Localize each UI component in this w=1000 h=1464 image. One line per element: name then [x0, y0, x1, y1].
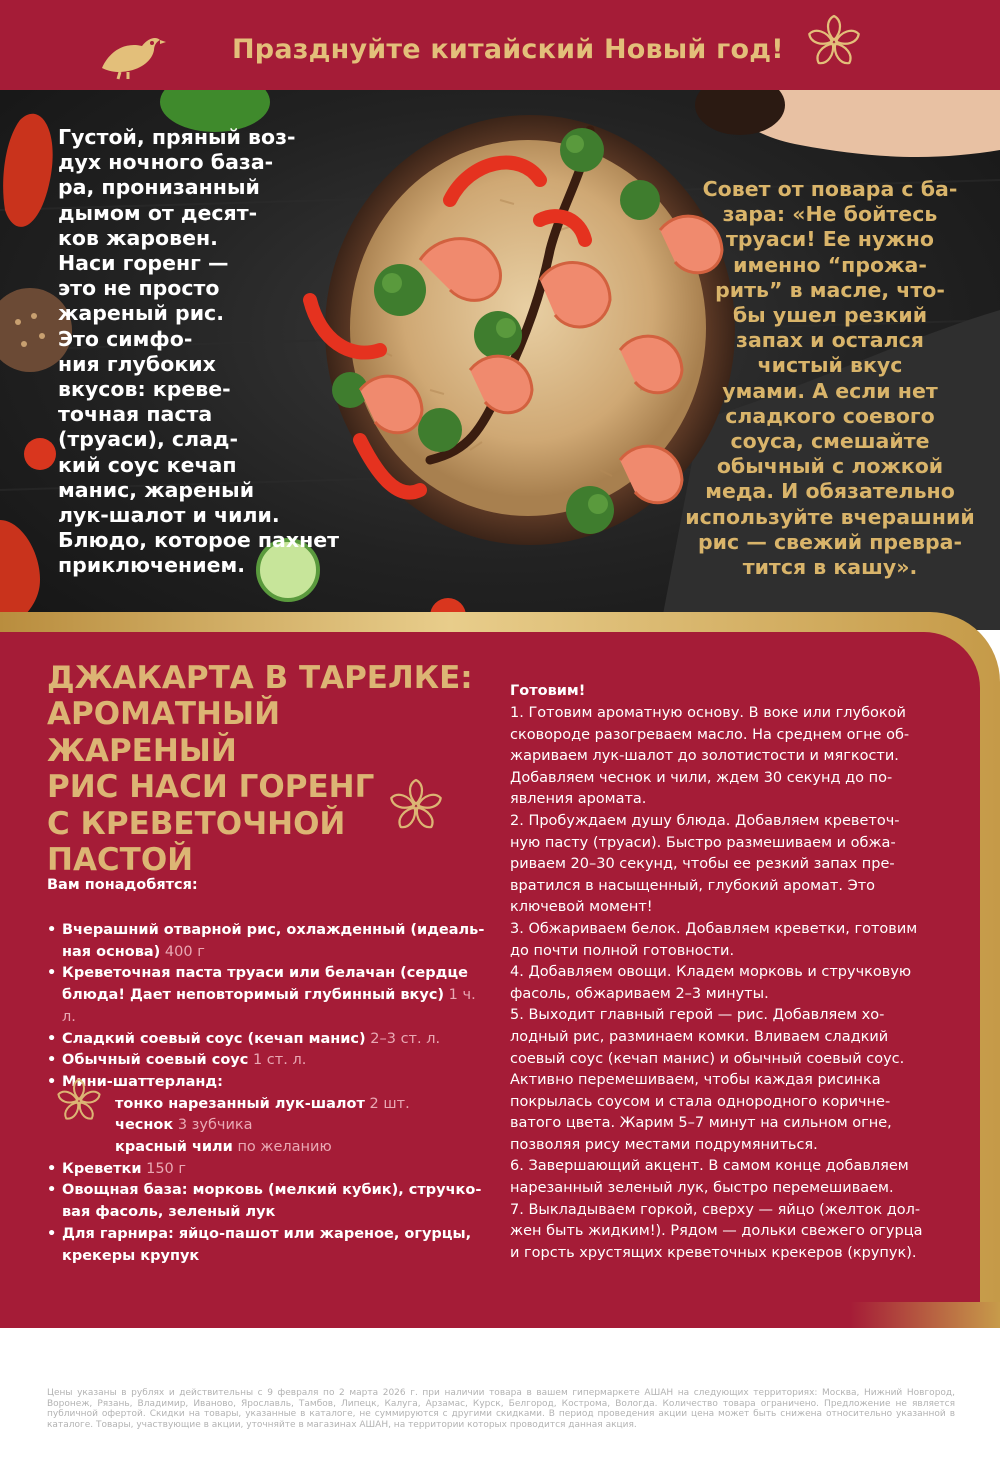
bird-logo-icon	[96, 24, 166, 80]
ingredient-subitem: тонко нарезанный лук-шалот 2 шт.	[115, 1095, 410, 1112]
ingredient-item: • Вчерашний отварной рис, охлажденный (идеаль-ная основа) 400 г	[47, 920, 492, 963]
ingredient-item: • Креветки 150 г	[47, 1159, 492, 1181]
ingredients-list	[47, 920, 492, 1267]
ingredient-item: • Овощная база: морковь (мелкий кубик), стручко-вая фасоль, зеленый лук	[47, 1180, 492, 1223]
steps-list	[510, 703, 962, 1264]
step-item: 6. Завершающий акцент. В самом конце добавляем нарезанный зеленый лук, быстро перемешиваем.	[510, 1158, 909, 1197]
panel-bottom-strip	[0, 1302, 1000, 1328]
step-item: 1. Готовим ароматную основу. В воке или глубокой сковороде разогреваем масло. На среднем огне об- жариваем лук-шалот до золотистости и мягкости. Добавляем чеснок и чили, ждем 30 секунд до по- явления аромата.	[510, 705, 910, 808]
header-banner	[0, 0, 1000, 90]
intro-paragraph: Густой, пряный воз- дух ночного база- ра, пронизанный дымом от десят- ков жаровен. Наси горенг — это не просто жареный рис. Это симфо- ния глубоких вкусов: крeве- точная паста (труаси), слад- кий соус кечап манис, жареный лук-шалот и чили. Блюдо, которое пахнет приключением.	[58, 125, 340, 578]
ingredient-item: • Сладкий соевый соус (кечап манис) 2–3 ст. л.	[47, 1029, 492, 1051]
ingredient-item: • Обычный соевый соус 1 ст. л.	[47, 1050, 492, 1072]
legal-disclaimer: Цены указаны в рублях и действительны с 9 февраля по 2 марта 2026 г. при наличии товара в вашем гипермаркете АШАН на следующих территориях: Москва, Нижний Новгород, Воронеж, Рязань, Владимир, Иваново, Ярославль, Тамбов, Липецк, Калуга, Арзамас, Курск, Белгород, Кострома, Вологда. Количество товара ограничено. Предложение не является публичной офертой. Скидки на товары, указанные в каталоге, не суммируются с другими скидками. В период проведения акции цена может быть снижена относительно указанной в каталоге. Товары, участвующие в акции, уточняйте в магазинах АШАН, на территории которых проводится данная акция.	[47, 1388, 955, 1430]
sakura-flower-icon	[54, 1076, 104, 1126]
ingredient-item: • Креветочная паста труаси или белачан (сердце блюда! Дает неповторимый глубинный вкус) 1 ч. л.	[47, 963, 492, 1028]
ingredients-heading: Вам понадобятся:	[47, 877, 198, 893]
recipe-title: ДЖАКАРТА В ТАРЕЛКЕ: АРОМАТНЫЙ ЖАРЕНЫЙ РИС НАСИ ГОРЕНГ С КРЕВЕТОЧНОЙ ПАСТОЙ	[47, 660, 473, 879]
sakura-flower-icon	[804, 12, 864, 72]
ingredient-subitem: чеснок 3 зубчика	[115, 1117, 253, 1134]
step-item: 3. Обжариваем белок. Добавляем креветки, готовим до почти полной готовности.	[510, 920, 918, 959]
dish-photo	[0, 90, 1000, 630]
step-item: 4. Добавляем овощи. Кладем морковь и стручковую фасоль, обжариваем 2–3 минуты.	[510, 964, 912, 1002]
header-title: Празднуйте китайский Новый год!	[232, 34, 784, 65]
step-item: 2. Пробуждаем душу блюда. Добавляем креветоч- ную пасту (труаси). Быстро размешиваем и обжа- риваем 20–30 секунд, чтобы ее резкий запах пре- вратился в насыщенный, глубокий аромат. Это ключевой момент!	[510, 812, 900, 916]
sakura-flower-icon	[386, 776, 446, 836]
ingredient-item: • Мини-шаттерланд:	[47, 1072, 492, 1094]
step-item: 5. Выходит главный герой — рис. Добавляем хо- лодный рис, разминаем комки. Вливаем сладкий соевый соус (кечап манис) и обычный соевый соус. Активно перемешиваем, чтобы каждая рисинка покрылась соусом и стала однородного коричне- ватого цвета. Жарим 5–7 минут на сильном огне, позволяя рису местами подрумяниться.	[510, 1007, 905, 1153]
ingredient-subitem: красный чили по желанию	[115, 1139, 332, 1156]
ingredient-item: • Для гарнира: яйцо-пашот или жареное, огурцы, крекеры крупук	[47, 1224, 492, 1267]
step-item: 7. Выкладываем горкой, сверху — яйцо (желток дол- жен быть жидким!). Рядом — дольки свежего огурца и горсть хрустящих креветочных крекеров (крупук).	[510, 1201, 923, 1261]
steps-heading: Готовим!	[510, 683, 586, 699]
chef-tip-paragraph: Совет от повара с ба- зара: «Не бойтесь труаси! Ее нужно именно “прожа- рить” в масле, что- бы ушел резкий запах и остался чистый вкус умами. А если нет сладкого соевого соуса, смешайте обычный с ложкой меда. И обязательно используйте вчерашний рис — свежий превра- тится в кашу».	[685, 177, 975, 580]
